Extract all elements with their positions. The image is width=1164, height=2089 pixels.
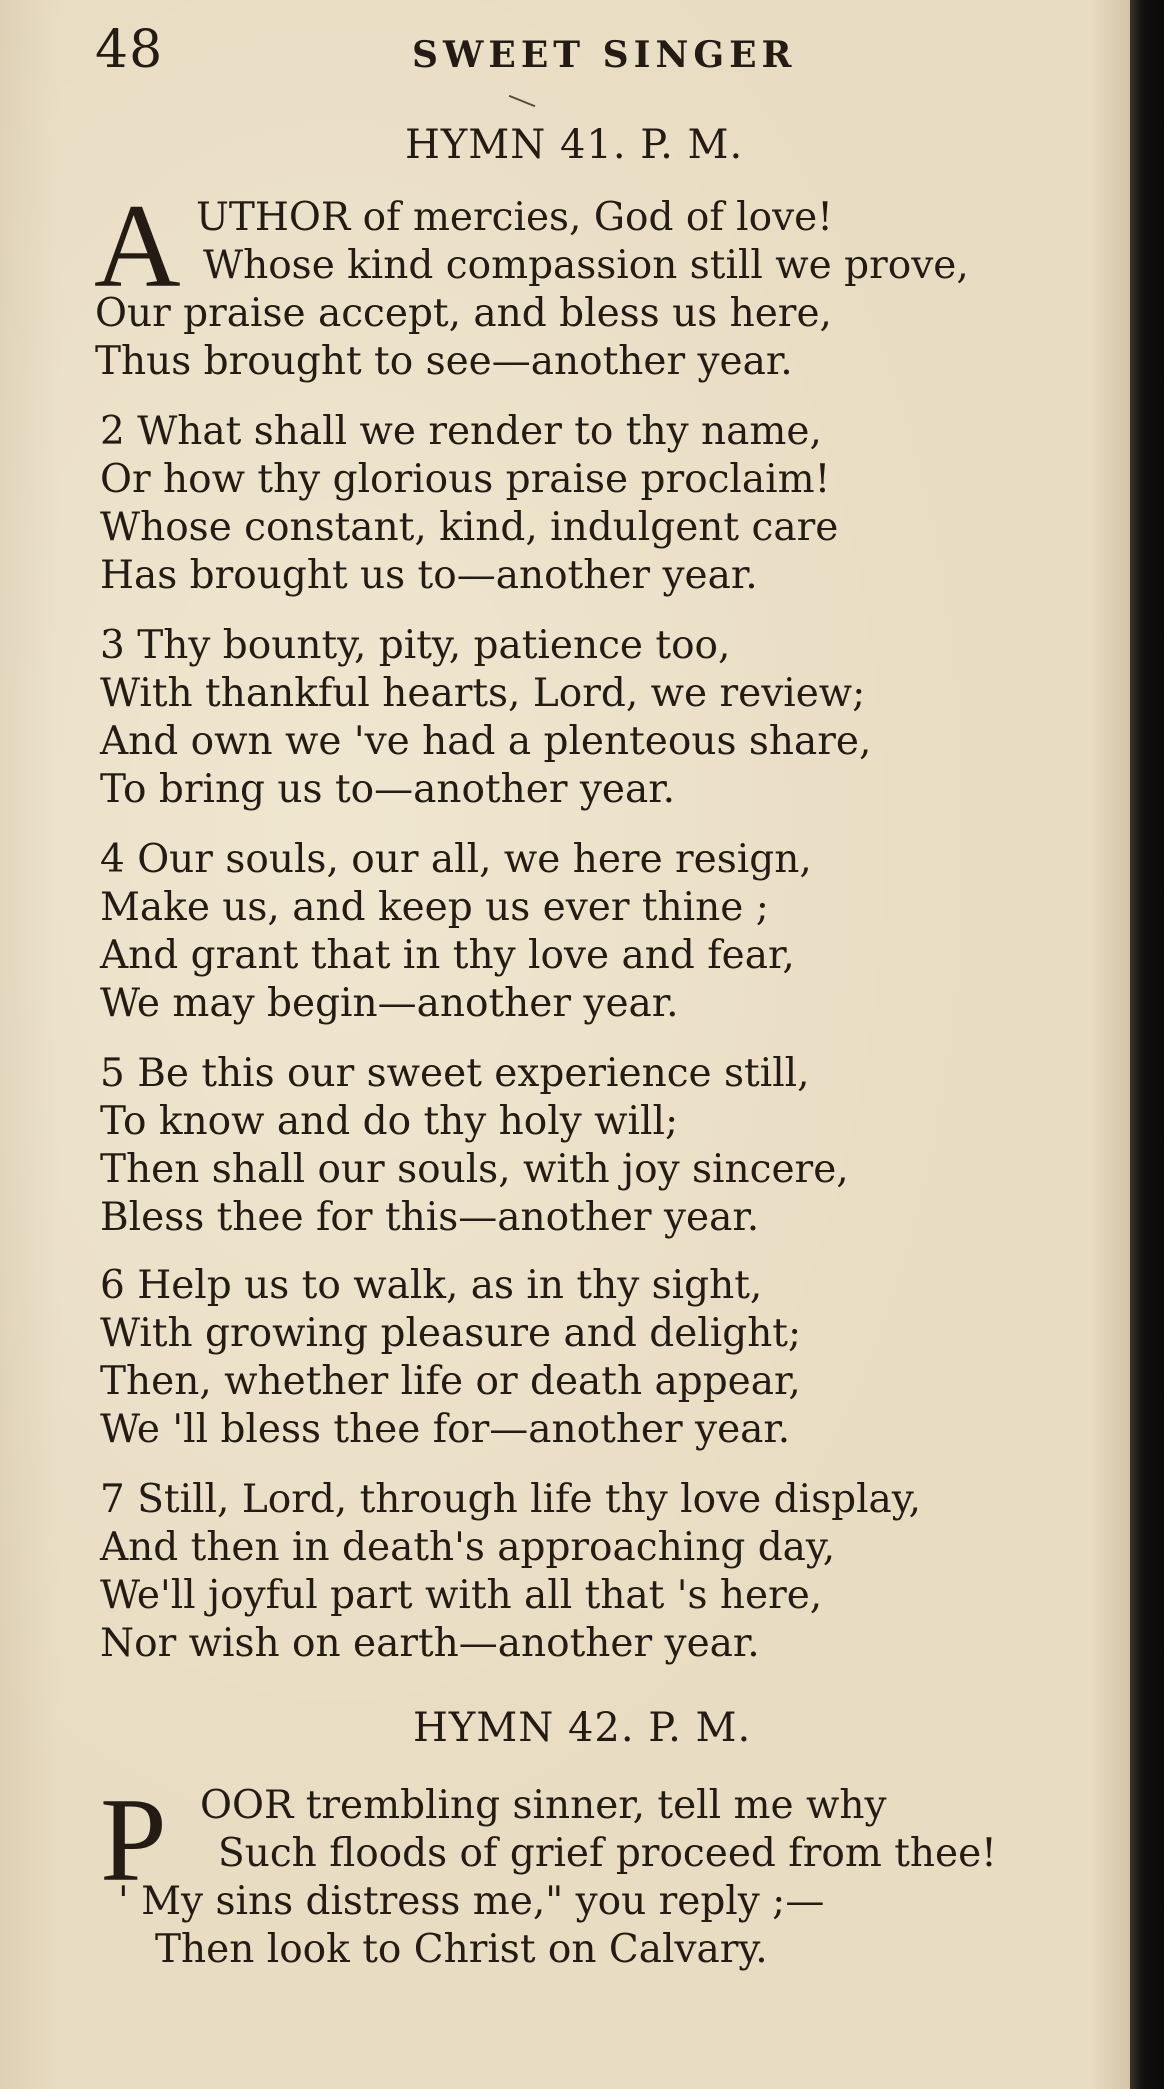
hymn-41-verse-6-line-3: Then, whether life or death appear, <box>100 1359 801 1404</box>
hymn-41-verse-3-line-1: 3 Thy bounty, pity, patience too, <box>100 623 731 668</box>
hymn-41-verse-3-line-4: To bring us to—another year. <box>100 767 675 812</box>
hymn-41-verse-6-line-2: With growing pleasure and delight; <box>100 1311 802 1356</box>
hymn-41-verse-4-line-1: 4 Our souls, our all, we here resign, <box>100 837 812 882</box>
hymn-41-verse-7-line-2: And then in death's approaching day, <box>100 1525 836 1570</box>
hymn-41-verse-2-line-2: Or how thy glorious praise proclaim! <box>100 457 831 502</box>
hymn-41-verse-7-line-3: We'll joyful part with all that 's here, <box>100 1573 823 1618</box>
hymn-42-verse-1-line-4: Then look to Christ on Calvary. <box>155 1927 768 1972</box>
hymn-41-verse-5-line-3: Then shall our souls, with joy sincere, <box>100 1147 849 1192</box>
hymn-41-title: HYMN 41. P. M. <box>405 122 744 168</box>
hymn-42-verse-1-line-1: OOR trembling sinner, tell me why <box>200 1783 887 1828</box>
hymn-41-verse-1-line-4: Thus brought to see—another year. <box>95 339 793 384</box>
hymn-41-verse-1-line-1: UTHOR of mercies, God of love! <box>196 195 833 240</box>
hymn-41-verse-6-line-4: We 'll bless thee for—another year. <box>100 1407 791 1452</box>
hymn-41-verse-5-line-4: Bless thee for this—another year. <box>100 1195 760 1240</box>
hymn-41-verse-2-line-4: Has brought us to—another year. <box>100 553 758 598</box>
hymn-41-verse-7-line-4: Nor wish on earth—another year. <box>100 1621 760 1666</box>
hymn-41-verse-2-line-1: 2 What shall we render to thy name, <box>100 409 822 454</box>
hymn-41-verse-3-line-2: With thankful hearts, Lord, we review; <box>100 671 866 716</box>
hymn-42-verse-1-line-2: Such floods of grief proceed from thee! <box>218 1831 997 1876</box>
running-head: SWEET SINGER <box>412 34 797 76</box>
book-spine-shadow <box>1130 0 1164 2089</box>
hymn-41-verse-4-line-3: And grant that in thy love and fear, <box>100 933 795 978</box>
hymn-41-verse-1-line-2: Whose kind compassion still we prove, <box>203 243 969 288</box>
hymn-42-title: HYMN 42. P. M. <box>413 1705 752 1751</box>
hymn-41-verse-4-line-4: We may begin—another year. <box>100 981 679 1026</box>
hymn-41-verse-1-line-3: Our praise accept, and bless us here, <box>95 291 832 336</box>
hymn-41-drop-cap: A <box>94 179 181 312</box>
hymn-41-verse-2-line-3: Whose constant, kind, indulgent care <box>100 505 839 550</box>
hymn-41-verse-4-line-2: Make us, and keep us ever thine ; <box>100 885 769 930</box>
hymn-41-verse-7-line-1: 7 Still, Lord, through life thy love display, <box>100 1477 922 1522</box>
hymn-41-verse-5-line-1: 5 Be this our sweet experience still, <box>100 1051 810 1096</box>
hymn-41-verse-3-line-3: And own we 've had a plenteous share, <box>100 719 872 764</box>
page-number: 48 <box>95 20 164 80</box>
hymn-41-verse-5-line-2: To know and do thy holy will; <box>100 1099 679 1144</box>
hymn-42-drop-cap: P <box>100 1773 167 1906</box>
ink-smudge <box>509 95 536 107</box>
hymn-41-verse-6-line-1: 6 Help us to walk, as in thy sight, <box>100 1263 763 1308</box>
hymn-42-verse-1-line-3: ' My sins distress me," you reply ;— <box>118 1879 825 1924</box>
